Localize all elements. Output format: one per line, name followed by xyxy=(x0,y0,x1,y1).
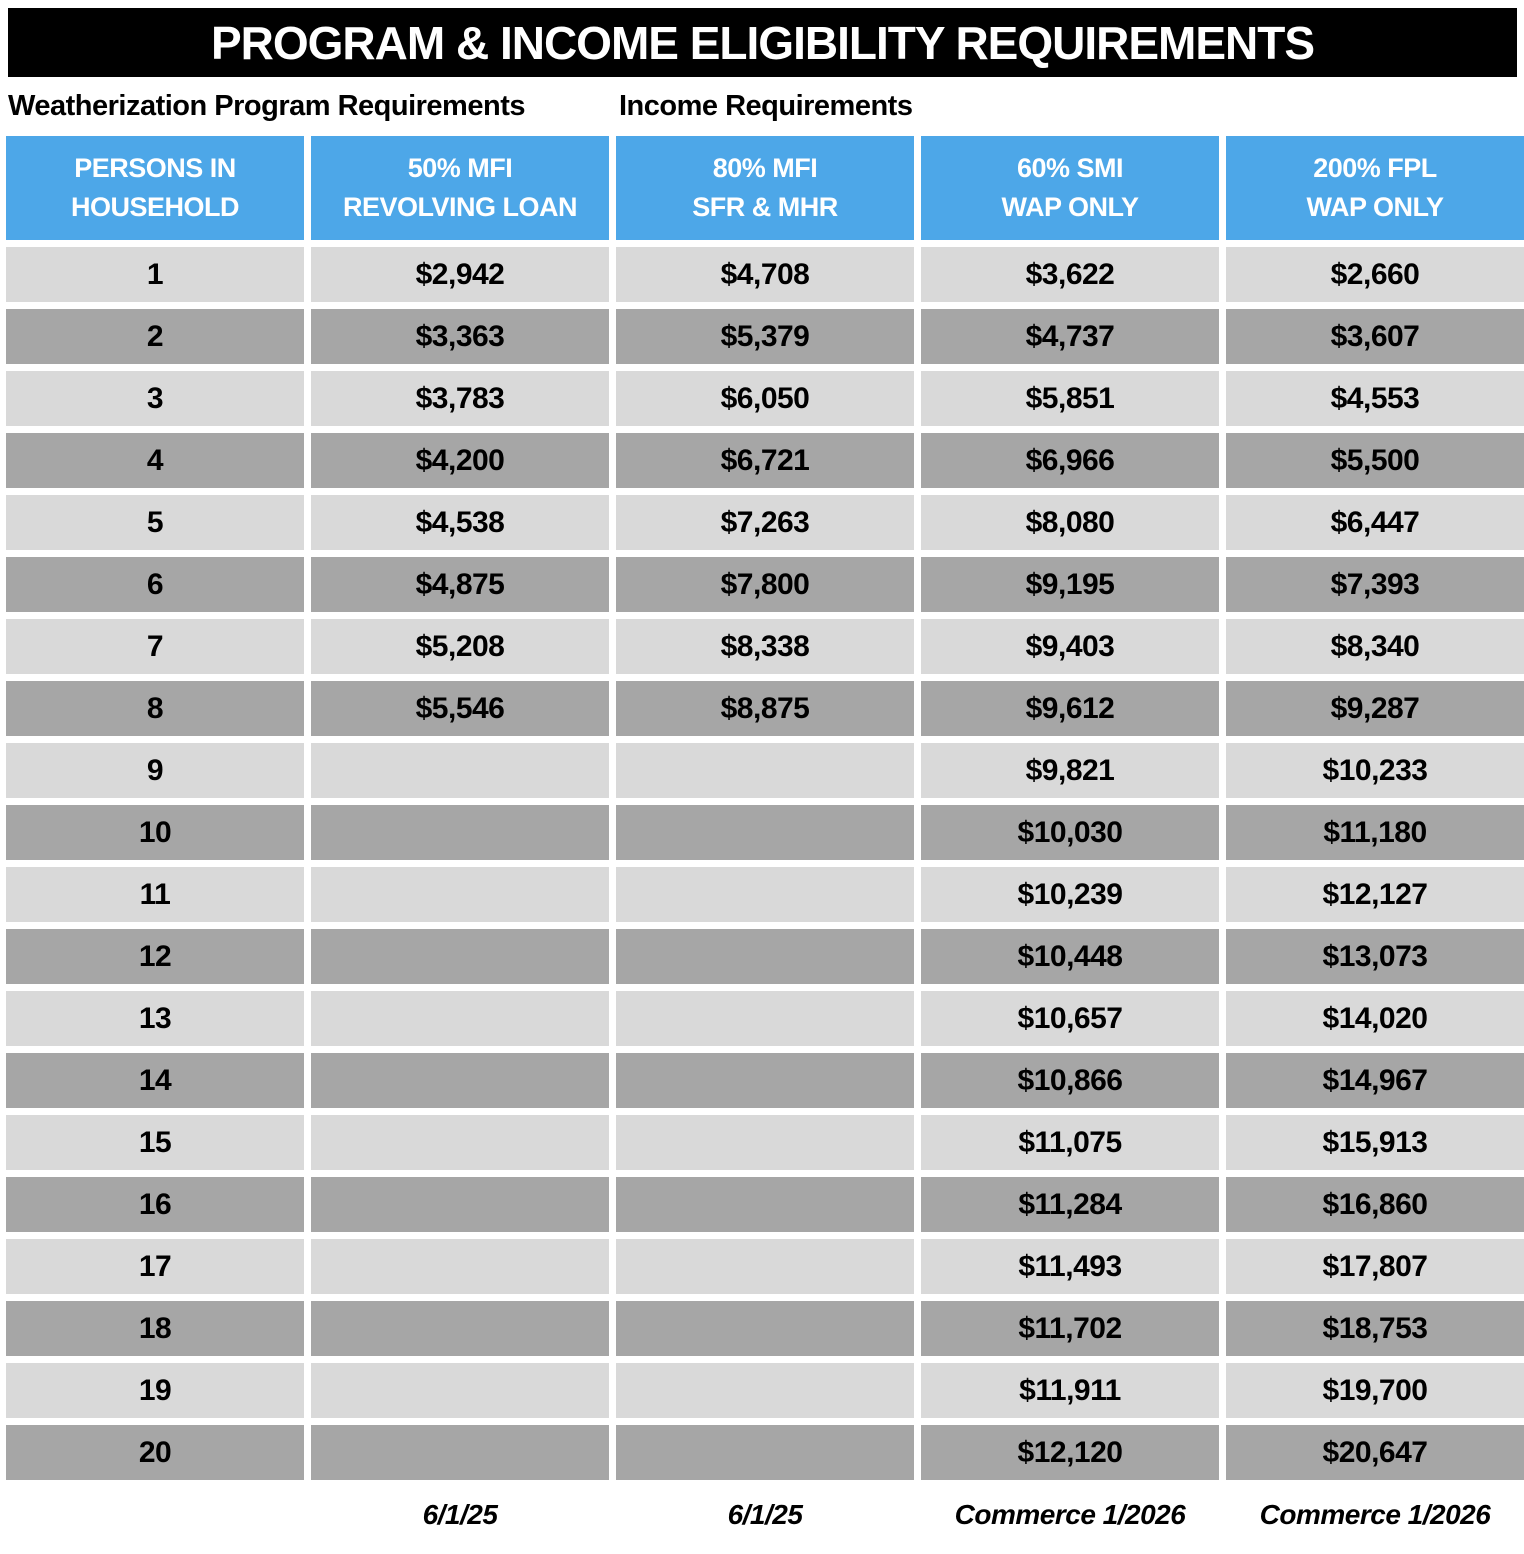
household-size-cell: 3 xyxy=(6,371,304,426)
household-size-cell: 13 xyxy=(6,991,304,1046)
footer-source-200-fpl: Commerce 1/2026 xyxy=(1226,1487,1524,1542)
household-size-cell: 5 xyxy=(6,495,304,550)
income-amount-cell: $7,263 xyxy=(616,495,914,550)
income-amount-cell: $6,721 xyxy=(616,433,914,488)
income-amount-cell: $7,393 xyxy=(1226,557,1524,612)
income-amount-cell xyxy=(616,1301,914,1356)
household-size-cell: 7 xyxy=(6,619,304,674)
income-amount-cell: $17,807 xyxy=(1226,1239,1524,1294)
income-amount-cell: $9,403 xyxy=(921,619,1219,674)
income-amount-cell xyxy=(616,743,914,798)
household-size-cell: 4 xyxy=(6,433,304,488)
income-amount-cell: $5,546 xyxy=(311,681,609,736)
column-header-line: REVOLVING LOAN xyxy=(342,192,577,222)
income-amount-cell: $14,020 xyxy=(1226,991,1524,1046)
income-amount-cell: $11,075 xyxy=(921,1115,1219,1170)
title-bar xyxy=(8,8,1517,77)
income-amount-cell: $4,708 xyxy=(616,247,914,302)
income-amount-cell: $4,538 xyxy=(311,495,609,550)
income-amount-cell: $19,700 xyxy=(1226,1363,1524,1418)
income-amount-cell: $5,851 xyxy=(921,371,1219,426)
income-amount-cell xyxy=(616,991,914,1046)
income-amount-cell xyxy=(311,1053,609,1108)
income-amount-cell xyxy=(311,1363,609,1418)
income-amount-cell: $15,913 xyxy=(1226,1115,1524,1170)
income-amount-cell: $4,737 xyxy=(921,309,1219,364)
income-amount-cell: $10,657 xyxy=(921,991,1219,1046)
income-amount-cell: $9,195 xyxy=(921,557,1219,612)
income-amount-cell: $3,622 xyxy=(921,247,1219,302)
income-amount-cell: $11,493 xyxy=(921,1239,1219,1294)
income-amount-cell: $4,875 xyxy=(311,557,609,612)
income-amount-cell: $12,127 xyxy=(1226,867,1524,922)
household-size-cell: 17 xyxy=(6,1239,304,1294)
footer-effective-date-80-mfi: 6/1/25 xyxy=(616,1487,914,1542)
income-amount-cell: $3,607 xyxy=(1226,309,1524,364)
household-size-cell: 20 xyxy=(6,1425,304,1480)
income-amount-cell xyxy=(311,1425,609,1480)
income-amount-cell: $9,612 xyxy=(921,681,1219,736)
income-amount-cell: $11,284 xyxy=(921,1177,1219,1232)
income-amount-cell xyxy=(311,929,609,984)
footer-effective-date-50-mfi: 6/1/25 xyxy=(311,1487,609,1542)
household-size-cell: 1 xyxy=(6,247,304,302)
column-header-60-smi xyxy=(921,136,1219,240)
household-size-cell: 14 xyxy=(6,1053,304,1108)
income-amount-cell: $6,966 xyxy=(921,433,1219,488)
income-amount-cell xyxy=(311,1115,609,1170)
household-size-cell: 15 xyxy=(6,1115,304,1170)
column-header-line: PERSONS IN xyxy=(74,152,236,183)
income-amount-cell: $3,783 xyxy=(311,371,609,426)
household-size-cell: 8 xyxy=(6,681,304,736)
household-size-cell: 19 xyxy=(6,1363,304,1418)
income-amount-cell: $18,753 xyxy=(1226,1301,1524,1356)
income-amount-cell: $10,448 xyxy=(921,929,1219,984)
household-size-cell: 12 xyxy=(6,929,304,984)
income-amount-cell: $5,379 xyxy=(616,309,914,364)
income-amount-cell: $6,447 xyxy=(1226,495,1524,550)
column-header-persons xyxy=(6,136,304,240)
income-amount-cell: $13,073 xyxy=(1226,929,1524,984)
income-amount-cell xyxy=(616,929,914,984)
income-amount-cell xyxy=(616,1239,914,1294)
income-amount-cell: $8,875 xyxy=(616,681,914,736)
income-amount-cell: $12,120 xyxy=(921,1425,1219,1480)
income-amount-cell xyxy=(311,743,609,798)
income-amount-cell xyxy=(311,805,609,860)
column-header-50-mfi xyxy=(311,136,609,240)
income-amount-cell: $6,050 xyxy=(616,371,914,426)
household-size-cell: 18 xyxy=(6,1301,304,1356)
income-amount-cell: $2,942 xyxy=(311,247,609,302)
column-header-line: SFR & MHR xyxy=(692,192,838,222)
household-size-cell: 11 xyxy=(6,867,304,922)
household-size-cell: 9 xyxy=(6,743,304,798)
income-amount-cell xyxy=(616,1363,914,1418)
income-amount-cell xyxy=(616,1115,914,1170)
income-amount-cell xyxy=(311,991,609,1046)
footer-source-60-smi: Commerce 1/2026 xyxy=(921,1487,1219,1542)
income-amount-cell: $10,239 xyxy=(921,867,1219,922)
column-header-200-fpl xyxy=(1226,136,1524,240)
income-amount-cell xyxy=(616,1053,914,1108)
income-amount-cell: $9,287 xyxy=(1226,681,1524,736)
column-header-80-mfi xyxy=(616,136,914,240)
household-size-cell: 16 xyxy=(6,1177,304,1232)
column-header-line: 50% MFI xyxy=(407,152,513,183)
income-amount-cell xyxy=(311,1177,609,1232)
income-amount-cell: $14,967 xyxy=(1226,1053,1524,1108)
household-size-cell: 6 xyxy=(6,557,304,612)
column-header-line: 200% FPL xyxy=(1313,152,1437,183)
column-header-line: 80% MFI xyxy=(712,152,818,183)
income-amount-cell xyxy=(616,1425,914,1480)
income-amount-cell xyxy=(311,1301,609,1356)
income-amount-cell: $11,911 xyxy=(921,1363,1219,1418)
income-amount-cell: $11,180 xyxy=(1226,805,1524,860)
income-amount-cell: $20,647 xyxy=(1226,1425,1524,1480)
income-amount-cell: $11,702 xyxy=(921,1301,1219,1356)
eligibility-table xyxy=(6,136,1524,1542)
income-amount-cell: $8,340 xyxy=(1226,619,1524,674)
income-amount-cell xyxy=(616,805,914,860)
income-amount-cell: $3,363 xyxy=(311,309,609,364)
income-amount-cell: $9,821 xyxy=(921,743,1219,798)
column-header-line: 60% SMI xyxy=(1016,152,1124,183)
section-heading-weatherization: Weatherization Program Requirements xyxy=(8,90,525,122)
column-header-line: WAP ONLY xyxy=(1306,192,1444,222)
income-amount-cell: $4,553 xyxy=(1226,371,1524,426)
column-header-line: HOUSEHOLD xyxy=(70,192,239,222)
household-size-cell: 2 xyxy=(6,309,304,364)
income-amount-cell xyxy=(311,1239,609,1294)
income-amount-cell: $16,860 xyxy=(1226,1177,1524,1232)
income-amount-cell: $10,030 xyxy=(921,805,1219,860)
income-amount-cell: $2,660 xyxy=(1226,247,1524,302)
income-amount-cell: $8,338 xyxy=(616,619,914,674)
income-amount-cell: $10,233 xyxy=(1226,743,1524,798)
column-header-line: WAP ONLY xyxy=(1001,192,1139,222)
income-amount-cell: $5,500 xyxy=(1226,433,1524,488)
income-amount-cell xyxy=(616,867,914,922)
income-amount-cell xyxy=(616,1177,914,1232)
income-amount-cell: $4,200 xyxy=(311,433,609,488)
income-amount-cell xyxy=(311,867,609,922)
footer-cell-persons xyxy=(6,1487,304,1542)
household-size-cell: 10 xyxy=(6,805,304,860)
section-heading-income: Income Requirements xyxy=(619,90,913,122)
income-amount-cell: $5,208 xyxy=(311,619,609,674)
income-amount-cell: $10,866 xyxy=(921,1053,1219,1108)
income-amount-cell: $7,800 xyxy=(616,557,914,612)
page-title: PROGRAM & INCOME ELIGIBILITY REQUIREMENTS xyxy=(210,16,1315,69)
income-amount-cell: $8,080 xyxy=(921,495,1219,550)
